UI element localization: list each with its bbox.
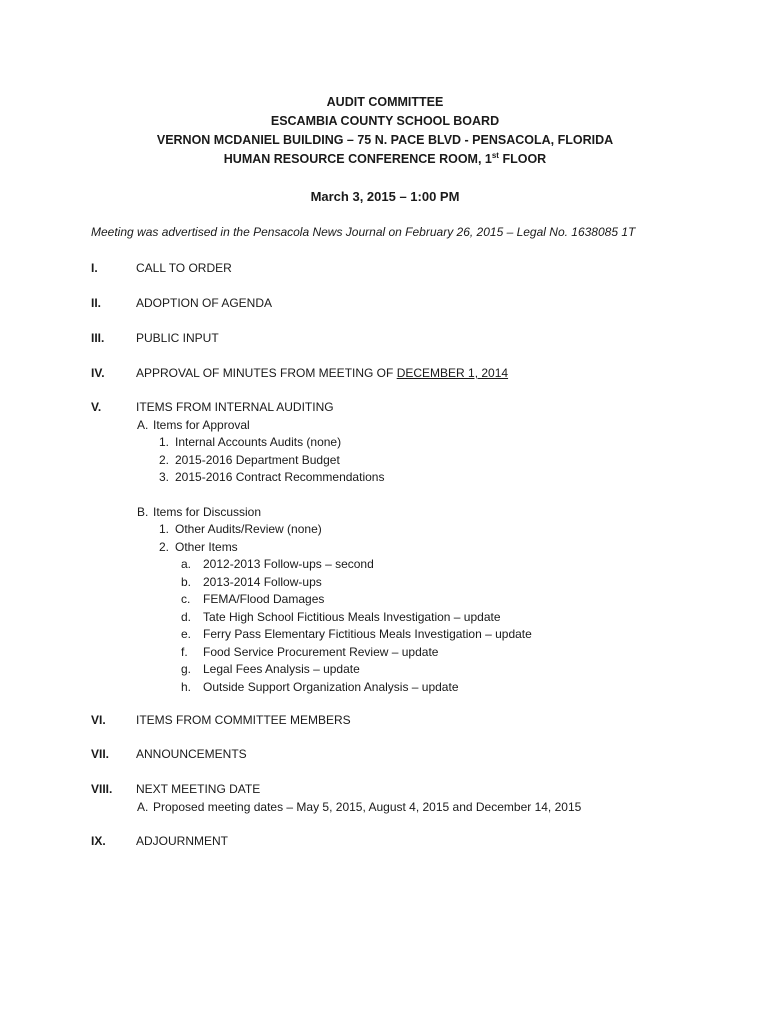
subsection-label: A.	[137, 417, 149, 432]
list-item: 1. Other Audits/Review (none)	[159, 522, 322, 536]
sub-list-item: f. Food Service Procurement Review – update	[181, 644, 439, 659]
sub-list-item: c. FEMA/Flood Damages	[181, 592, 325, 606]
meeting-datetime: March 3, 2015 – 1:00 PM	[310, 189, 460, 204]
section-title: PUBLIC INPUT	[136, 331, 219, 345]
sub-list-item: b. 2013-2014 Follow-ups	[181, 574, 322, 589]
header-board: ESCAMBIA COUNTY SCHOOL BOARD	[270, 114, 500, 128]
header-committee: AUDIT COMMITTEE	[326, 95, 444, 109]
section-number: III.	[91, 331, 105, 345]
list-item: 3. 2015-2016 Contract Recommendations	[159, 470, 385, 484]
section-number: I.	[91, 261, 98, 275]
section-title: ANNOUNCEMENTS	[136, 747, 247, 761]
subsection-label: B.	[137, 504, 149, 519]
header-room	[0, 150, 770, 169]
sub-list-item: a. 2012-2013 Follow-ups – second	[181, 557, 374, 571]
section-body	[136, 781, 581, 816]
section-title	[136, 365, 508, 383]
section-title: CALL TO ORDER	[136, 261, 232, 275]
subsection-a	[137, 799, 581, 817]
header-room-floor: FLOOR	[498, 152, 547, 166]
sub-list-item: d. Tate High School Fictitious Meals Investigation – update	[181, 609, 501, 624]
sub-list-item: g. Legal Fees Analysis – update	[181, 662, 360, 676]
header-room-text: HUMAN RESOURCE CONFERENCE ROOM, 1	[223, 152, 492, 166]
section-number: IV.	[91, 366, 105, 380]
section-title: ADOPTION OF AGENDA	[136, 296, 273, 310]
document-header	[0, 93, 770, 169]
header-building: VERNON MCDANIEL BUILDING – 75 N. PACE BLVD - PENSACOLA, FLORIDA	[156, 133, 614, 147]
subsection-label: A.	[137, 799, 149, 814]
section-title-text: APPROVAL OF MINUTES FROM MEETING OF	[136, 366, 397, 380]
advertisement-note: Meeting was advertised in the Pensacola News Journal on February 26, 2015 – Legal No. 1638085 1T	[91, 225, 636, 239]
list-item: 2. 2015-2016 Department Budget	[159, 452, 340, 467]
sub-list-item: h. Outside Support Organization Analysis – update	[181, 679, 459, 694]
subsection-b	[137, 504, 532, 522]
subsection-a	[137, 417, 532, 435]
subsection-title: Items for Approval	[153, 417, 250, 432]
section-title: ITEMS FROM INTERNAL AUDITING	[136, 400, 334, 414]
section-number: VIII.	[91, 782, 113, 796]
section-title: NEXT MEETING DATE	[136, 782, 261, 796]
header-room-sup: st	[491, 150, 499, 160]
section-number: VII.	[91, 747, 110, 761]
minutes-date-link: DECEMBER 1, 2014	[396, 366, 509, 380]
section-number: II.	[91, 296, 102, 310]
section-title: ADJOURNMENT	[136, 834, 228, 848]
section-title: ITEMS FROM COMMITTEE MEMBERS	[136, 713, 351, 727]
proposed-dates: Proposed meeting dates – May 5, 2015, August 4, 2015 and December 14, 2015	[153, 799, 582, 814]
subsection-title: Items for Discussion	[153, 504, 262, 519]
section-number: V.	[91, 400, 102, 414]
section-number: IX.	[91, 834, 106, 848]
list-item: 1. Internal Accounts Audits (none)	[159, 435, 342, 449]
section-number: VI.	[91, 713, 106, 727]
section-body	[136, 399, 532, 696]
sub-list-item: e. Ferry Pass Elementary Fictitious Meals Investigation – update	[181, 627, 532, 641]
list-item: 2. Other Items	[159, 539, 238, 554]
